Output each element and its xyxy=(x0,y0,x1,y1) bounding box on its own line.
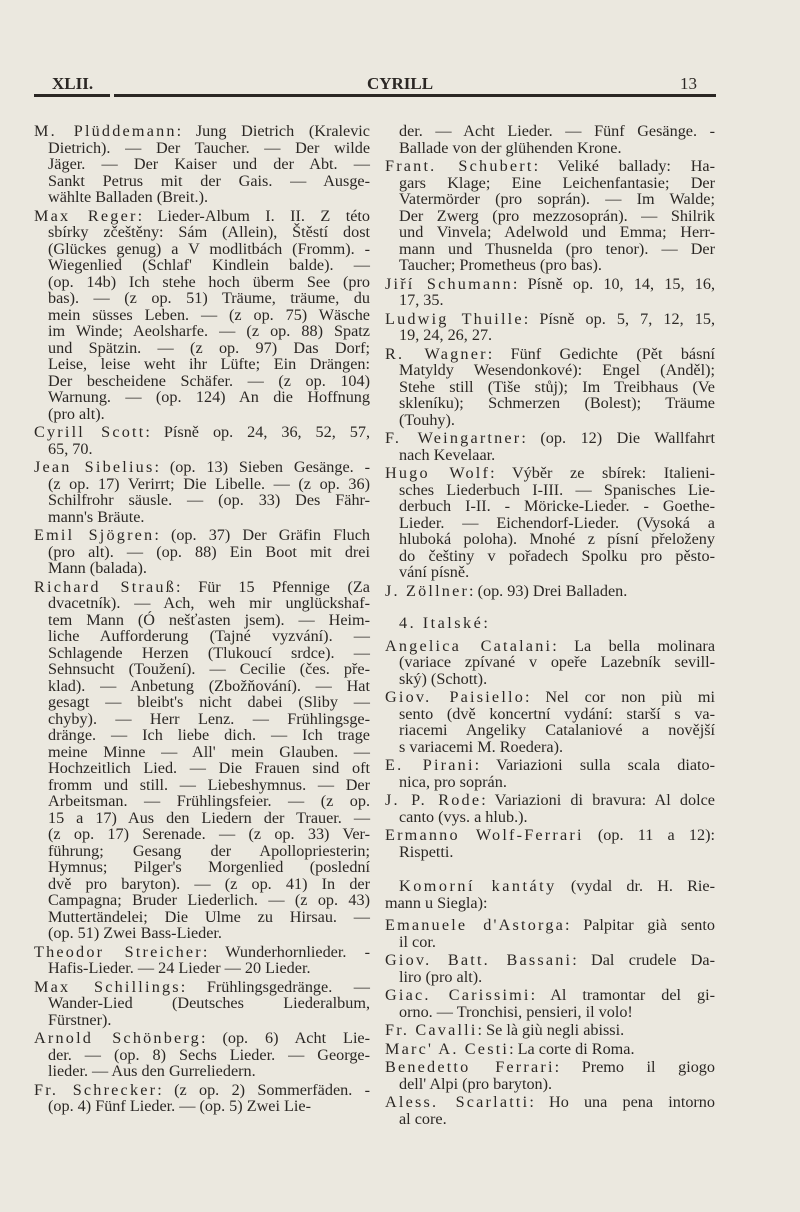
catalog-entry xyxy=(385,952,715,985)
entry-line xyxy=(385,638,715,655)
entry-line: al core. xyxy=(399,1109,447,1128)
catalog-entry xyxy=(385,158,715,274)
entry-text: : Výběr ze sbírek: Italieni- xyxy=(490,464,715,482)
header-rule xyxy=(114,94,716,97)
entry-line: gesagt — bleibt's nicht dabei (Sliby — xyxy=(48,693,370,711)
entry-line: wählte Balladen (Breit.). xyxy=(48,188,209,206)
entry-line: Sankt Petrus mit der Gais. — Ausge- xyxy=(48,171,370,190)
entry-line xyxy=(385,917,715,934)
entry-line: Dietrich). — Der Taucher. — Der wilde xyxy=(48,138,370,157)
entry-line: Matyldy Wesendonkové): Engel (Anděl); xyxy=(399,361,715,379)
entry-line xyxy=(385,987,715,1004)
entry-line: Hochzeitlich Lied. — Die Frauen sind oft xyxy=(48,759,370,777)
entry-line: Fürstner). xyxy=(48,1010,112,1029)
entry-line: hluboká poloha). Mnohé z písní přeloženy xyxy=(399,530,715,548)
entry-line xyxy=(385,1094,715,1111)
entry-line: ský) (Schott). xyxy=(399,669,488,688)
entry-line: riacemi Angeliky Catalaniové a novější xyxy=(399,721,715,739)
entry-line xyxy=(385,311,715,328)
entry-line: Lieder. — Eichendorf-Lieder. (Vysoká a xyxy=(399,513,715,532)
composer-name: E. Pirani xyxy=(385,756,475,774)
entry-line: vání písně. xyxy=(399,563,470,581)
catalog-entry xyxy=(385,827,715,860)
entry-line xyxy=(385,792,715,809)
entry-text: : Frühlingsgedränge. — xyxy=(180,977,370,996)
entry-line xyxy=(385,827,715,844)
composer-name: Marc' A. Cesti xyxy=(385,1039,510,1058)
entry-line: Jäger. — Der Kaiser und der Abt. — xyxy=(48,155,370,173)
entry-text: : La corte di Roma. xyxy=(509,1039,635,1058)
composer-name: J. P. Rode xyxy=(385,791,482,809)
entry-line xyxy=(34,1082,370,1099)
catalog-entry xyxy=(385,757,715,790)
section-title: 4. Italské: xyxy=(399,614,491,632)
catalog-entry xyxy=(34,944,370,977)
section-heading xyxy=(385,615,715,632)
composer-name: Arnold Schönberg xyxy=(34,1029,201,1047)
entry-line: sbírky zčeštěny: Sám (Allein), Štěstí dost xyxy=(48,223,370,241)
left-column xyxy=(34,121,370,1115)
catalog-entry xyxy=(385,311,715,344)
entry-text: : Variazioni di bravura: Al dolce xyxy=(481,791,715,809)
entry-line: 65, 70. xyxy=(48,439,93,458)
entry-line xyxy=(385,1059,715,1076)
composer-name: Theodor Streicher xyxy=(34,942,203,961)
entry-line: s variacemi M. Roedera). xyxy=(399,737,564,756)
catalog-entry xyxy=(34,527,370,577)
composer-name: Jiří Schumann xyxy=(385,274,513,293)
entry-line: orno. — Tronchisi, pensieri, il volo! xyxy=(399,1002,633,1021)
entry-line: Leise, leise weht ihr Lüfte; Ein Drängen: xyxy=(48,355,370,373)
composer-name: Giov. Paisiello xyxy=(385,688,526,706)
entry-line: Warnung. — (op. 124) An die Hoffnung xyxy=(48,388,370,406)
entry-line: Vatermörder (pro soprán). — Im Walde; xyxy=(399,190,715,208)
entry-line: führung; Gesang der Apollopriesterin; xyxy=(48,841,370,860)
entry-line: im Winde; Aeolsharfe. — (z op. 88) Spatz xyxy=(48,322,370,340)
entry-line: meine Minne — All' mein Glauben. — xyxy=(48,742,370,761)
composer-name: Fr. Cavalli xyxy=(385,1021,478,1039)
entry-line: mein süsses Leben. — (z op. 75) Wäsche xyxy=(48,305,370,324)
entry-text: : (op. 12) Die Wallfahrt xyxy=(521,429,716,447)
entry-line: Der bescheidene Schäfer. — (z op. 104) xyxy=(48,371,370,390)
entry-line: Rispetti. xyxy=(399,842,454,861)
entry-line: (Touhy). xyxy=(399,410,455,429)
composer-name: Angelica Catalani xyxy=(385,636,553,655)
entry-line: mann und Thusnelda (pro tenor). — Der xyxy=(399,239,715,258)
entry-line xyxy=(385,1041,715,1058)
entry-text: : Fünf Gedichte (Pět básní xyxy=(487,344,716,363)
catalog-entry xyxy=(34,579,370,942)
entry-line: liche Aufforderung (Tajné vyzvání). — xyxy=(48,627,370,645)
catalog-entry xyxy=(385,792,715,825)
catalog-entry xyxy=(34,1030,370,1080)
entry-line: der. — Acht Lieder. — Fünf Gesänge. - xyxy=(399,122,715,140)
catalog-entry xyxy=(385,638,715,688)
entry-line: und Spätzin. — (z op. 97) Das Dorf; xyxy=(48,338,370,357)
catalog-entry xyxy=(385,346,715,429)
entry-line: (op. 51) Zwei Bass-Lieder. xyxy=(48,924,222,942)
header-rule xyxy=(34,94,110,97)
catalog-entry xyxy=(34,424,370,457)
catalog-entry xyxy=(385,1059,715,1092)
entry-line: Taucher; Prometheus (pro bas). xyxy=(399,256,602,274)
catalog-entry xyxy=(385,123,715,156)
entry-line xyxy=(34,424,370,441)
composer-name: Ludwig Thuille xyxy=(385,309,524,328)
catalog-entry xyxy=(385,1022,715,1039)
entry-line: der. — (op. 8) Sechs Lieder. — George- xyxy=(48,1045,370,1064)
composer-name: Ermanno Wolf-Ferrari xyxy=(385,826,584,844)
entry-line: lieder. — Aus den Gurreliedern. xyxy=(48,1062,256,1080)
catalog-entry xyxy=(34,1082,370,1115)
composer-name: Hugo Wolf xyxy=(385,464,491,482)
entry-line: klad). — Anbetung (Zbožňování). — Hat xyxy=(48,676,370,695)
composer-name: Giac. Carissimi xyxy=(385,986,531,1004)
entry-line: (variace zpívané v opeře Lazebník sevill- xyxy=(399,653,715,671)
entry-text: : La bella molinara xyxy=(552,636,716,655)
entry-line xyxy=(34,208,370,225)
entry-text: : (op. 37) Der Gräfin Fluch xyxy=(154,526,370,544)
entry-text: : Variazioni sulla scala diato- xyxy=(474,756,715,774)
entry-text: : (z op. 2) Sommerfäden. - xyxy=(157,1080,371,1099)
composer-name: Fr. Schrecker xyxy=(34,1080,158,1099)
entry-line xyxy=(385,276,715,293)
catalog-entry xyxy=(34,208,370,423)
entry-line xyxy=(385,430,715,447)
entry-line: 19, 24, 26, 27. xyxy=(399,326,493,344)
entry-text: : Palpitar già sento xyxy=(565,916,715,934)
section-heading-line xyxy=(399,878,715,895)
entry-line: Hafis-Lieder. — 24 Lieder — 20 Lieder. xyxy=(48,959,311,977)
entry-line: sches Liederbuch I-III. — Spanisches Lie- xyxy=(399,480,715,499)
composer-name: Cyrill Scott xyxy=(34,423,146,441)
entry-line xyxy=(34,979,370,996)
entry-line: Schlagende Herzen (Tlukoucí srdce). — xyxy=(48,643,370,662)
entry-text: : Se là giù negli abissi. xyxy=(477,1021,625,1039)
entry-line xyxy=(385,465,715,482)
entry-line xyxy=(385,158,715,175)
catalog-entry xyxy=(385,1094,715,1127)
entry-text: : Písně op. 10, 14, 15, 16, xyxy=(512,274,715,293)
section-heading-line: mann u Siegla): xyxy=(385,893,488,912)
composer-name: M. Plüddemann xyxy=(34,122,177,140)
entry-line: (pro alt). — (op. 88) Ein Boot mit drei xyxy=(48,542,370,561)
entry-line xyxy=(34,527,370,544)
entry-text: : (op. 13) Sieben Gesänge. - xyxy=(154,458,370,476)
composer-name: J. Zöllner xyxy=(385,581,470,600)
composer-name: Emil Sjögren xyxy=(34,526,155,544)
entry-line: Mann (balada). xyxy=(48,559,147,577)
entry-line: gars Klage; Eine Leichenfantasie; Der xyxy=(399,173,715,192)
entry-line: Schilfrohr säusle. — (op. 33) Des Fähr- xyxy=(48,491,370,509)
entry-line: tem Mann (Ó nešťasten jsem). — Heim- xyxy=(48,610,370,629)
entry-line: dell' Alpi (pro baryton). xyxy=(399,1074,553,1093)
entry-line xyxy=(385,689,715,706)
composer-name: R. Wagner xyxy=(385,344,488,363)
entry-line: Muttertändelei; Die Ulme zu Hirsau. — xyxy=(48,907,370,926)
entry-line xyxy=(385,1022,715,1039)
composer-name: Benedetto Ferrari xyxy=(385,1058,555,1076)
entry-line: bas). — (z op. 51) Träume, träume, du xyxy=(48,289,370,307)
entry-line: nica, pro soprán. xyxy=(399,772,507,791)
entry-line: Wander-Lied (Deutsches Liederalbum, xyxy=(48,994,370,1012)
entry-line xyxy=(34,123,370,140)
entry-line: dvacetník). — Ach, weh mir unglückshaf- xyxy=(48,594,370,612)
entry-line: (z op. 17) Serenade. — (z op. 33) Ver- xyxy=(48,825,370,843)
composer-name: Max Reger xyxy=(34,206,138,225)
entry-text: : Ho una pena intorno xyxy=(529,1093,715,1111)
entry-line: dränge. — Ich liebe dich. — Ich trage xyxy=(48,726,370,744)
entry-line: canto (vys. a hlub.). xyxy=(399,807,528,826)
composer-name: F. Weingartner xyxy=(385,429,522,447)
entry-line: il cor. xyxy=(399,932,436,951)
entry-text: : Dal crudele Da- xyxy=(572,951,715,969)
entry-line: liro (pro alt). xyxy=(399,967,483,986)
composer-name: Frant. Schubert xyxy=(385,157,534,175)
entry-text: : Wunderhornlieder. - xyxy=(202,942,370,961)
entry-line: (op. 14b) Ich stehe hoch überm See (pro xyxy=(48,272,370,291)
catalog-entry xyxy=(385,1041,715,1058)
section-rest: (vydal dr. H. Rie- xyxy=(556,877,715,895)
entry-line: Hymnus; Pilger's Morgenlied (poslední xyxy=(48,858,370,876)
catalog-entry xyxy=(385,987,715,1020)
entry-line: (z op. 17) Verirrt; Die Libelle. — (z op. 36) xyxy=(48,474,370,493)
entry-line: (pro alt). xyxy=(48,404,105,423)
entry-line xyxy=(34,1030,370,1047)
section-heading xyxy=(385,878,715,911)
entry-text: : Jung Dietrich (Kralevic xyxy=(176,122,370,140)
entry-line: sento (dvě koncertní vydání: starší s va- xyxy=(399,704,715,723)
composer-name: Max Schillings xyxy=(34,977,181,996)
entry-text: : Für 15 Pfennige (Za xyxy=(176,577,370,596)
entry-line: 15 a 17) Aus den Liedern der Trauer. — xyxy=(48,808,370,827)
entry-line: Ballade von der glühenden Krone. xyxy=(399,138,622,157)
composer-name: Aless. Scarlatti xyxy=(385,1093,530,1111)
entry-text: : Nel cor non più mi xyxy=(525,688,716,706)
section-heading-line xyxy=(399,615,715,632)
entry-line xyxy=(34,944,370,961)
composer-name: Giov. Batt. Bassani xyxy=(385,951,573,969)
composer-name: Emanuele d'Astorga xyxy=(385,916,566,934)
entry-line: mann's Bräute. xyxy=(48,507,145,526)
entry-text: : Lieder-Album I. II. Z této xyxy=(137,206,371,225)
catalog-entry xyxy=(34,123,370,206)
entry-text: : Premo il giogo xyxy=(554,1058,715,1076)
entry-line: Stehe still (Tiše stůj); Im Treibhaus (Ve xyxy=(399,377,715,396)
entry-line: Campagna; Bruder Liederlich. — (z op. 43) xyxy=(48,891,370,909)
entry-line: und Vinvela; Adelwold und Emma; Herr- xyxy=(399,223,715,241)
entry-line: nach Kevelaar. xyxy=(399,445,496,464)
entry-line xyxy=(385,346,715,363)
entry-line: 17, 35. xyxy=(399,291,444,309)
entry-line: (Glückes genug) a V modlitbách (Fromm). - xyxy=(48,239,370,258)
catalog-entry xyxy=(34,459,370,525)
running-title: CYRILL xyxy=(366,74,434,93)
catalog-entry xyxy=(385,430,715,463)
right-column xyxy=(385,121,715,1127)
entry-line: Der Zwerg (pro mezzosoprán). — Shilrik xyxy=(399,206,715,225)
catalog-entry xyxy=(34,979,370,1029)
entry-text: : Veliké ballady: Ha- xyxy=(533,157,715,175)
section-title: Komorní kantáty xyxy=(399,877,557,895)
entry-line xyxy=(34,459,370,476)
entry-text: (op. 11 a 12): xyxy=(583,826,715,844)
entry-line: skleníku); Schmerzen (Bolest); Träume xyxy=(399,394,715,412)
entry-line: chyby). — Herr Lenz. — Frühlingsge- xyxy=(48,709,370,728)
composer-name: Jean Sibelius xyxy=(34,458,155,476)
entry-line: (op. 4) Fünf Lieder. — (op. 5) Zwei Lie- xyxy=(48,1097,311,1115)
entry-line: dvě pro baryton). — (z op. 41) In der xyxy=(48,874,370,893)
entry-line: do češtiny v pořadech Spolku pro pěsto- xyxy=(399,546,715,565)
entry-line: derbuch I-II. - Möricke-Lieder. - Goethe- xyxy=(399,497,715,515)
catalog-entry xyxy=(385,917,715,950)
entry-line: Sehnsucht (Toužení). — Cecilie (čes. pře- xyxy=(48,660,370,678)
catalog-entry xyxy=(385,465,715,581)
entry-line xyxy=(385,757,715,774)
entry-line xyxy=(385,952,715,969)
catalog-entry xyxy=(385,276,715,309)
entry-text: : Písně op. 24, 36, 52, 57, xyxy=(145,423,370,441)
entry-text: : (op. 93) Drei Balladen. xyxy=(469,581,628,600)
catalog-entry xyxy=(385,583,715,600)
entry-text: : (op. 6) Acht Lie- xyxy=(200,1029,371,1047)
page-number: 13 xyxy=(680,74,697,93)
entry-line xyxy=(385,583,715,600)
entry-line: Arbeitsman. — Frühlingsfeier. — (z op. xyxy=(48,792,370,810)
entry-line: Wiegenlied (Schlaf' Kindlein balde). — xyxy=(48,256,370,274)
volume-number: XLII. xyxy=(52,74,94,93)
entry-text: : Al tramontar del gi- xyxy=(530,986,715,1004)
catalog-entry xyxy=(385,689,715,755)
entry-line: fromm und still. — Liebeshymnus. — Der xyxy=(48,775,370,794)
entry-text: : Písně op. 5, 7, 12, 15, xyxy=(523,309,715,328)
entry-line xyxy=(34,579,370,596)
composer-name: Richard Strauß xyxy=(34,577,177,596)
